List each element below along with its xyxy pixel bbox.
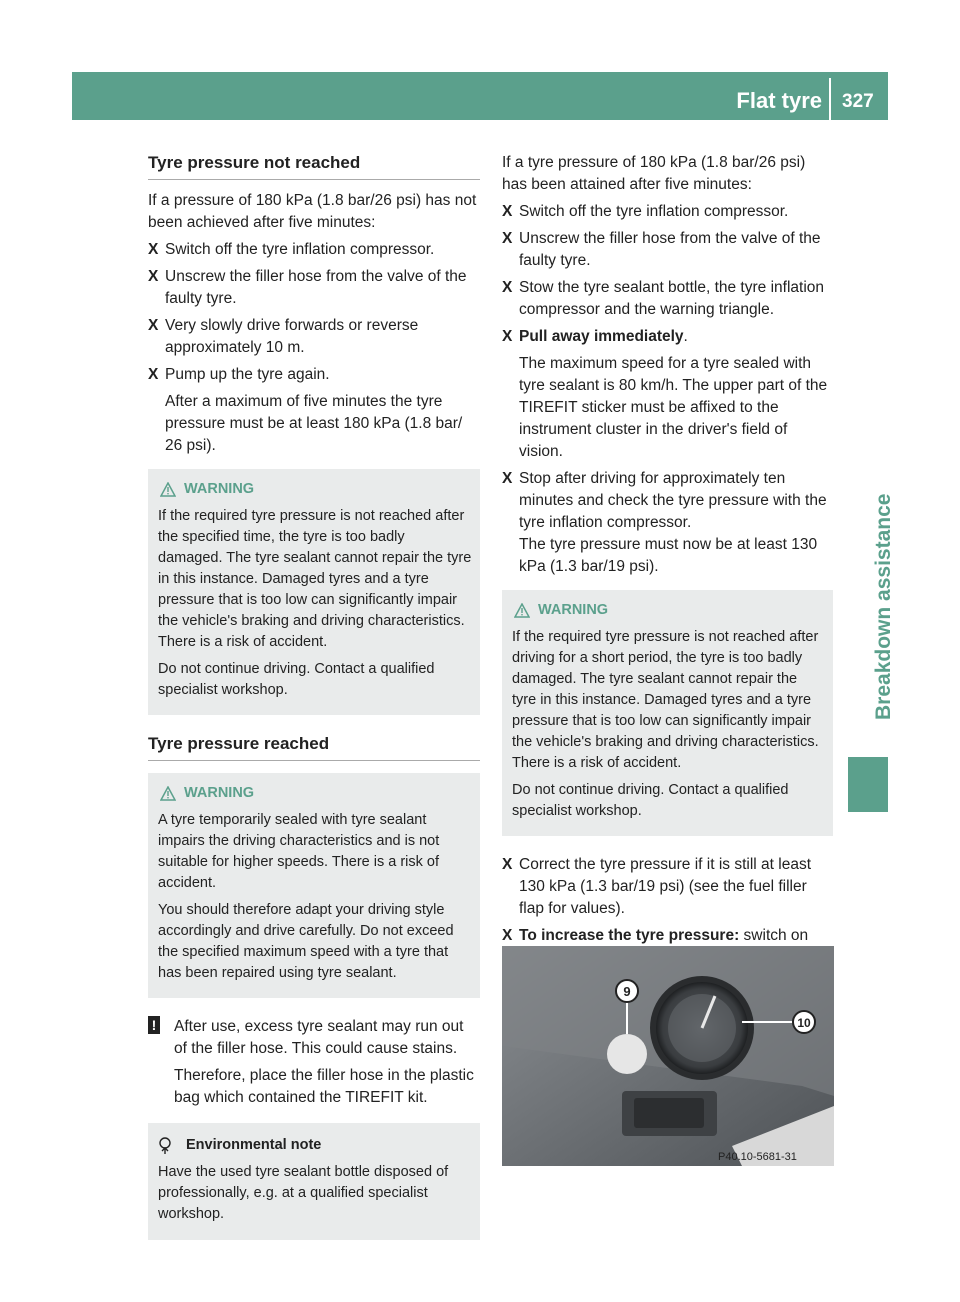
note-text: Therefore, place the filler hose in the plastic bag which contained the TIREFIT kit. (174, 1067, 474, 1106)
compressor-illustration (502, 946, 834, 1166)
warning-header: WARNING (158, 479, 472, 500)
step-marker-icon: X (148, 317, 159, 334)
side-tab (842, 440, 902, 720)
warning-text: Do not continue driving. Contact a qualified specialist workshop. (512, 782, 789, 819)
header-title: Flat tyre (736, 88, 822, 113)
step: X Unscrew the filler hose from the valve of the faulty tyre. (502, 230, 821, 269)
environmental-note (148, 1123, 480, 1240)
intro-text: If a pressure of 180 kPa (1.8 bar/26 psi) has not been achieved after five minutes: (148, 192, 477, 231)
step-marker-icon: X (502, 856, 513, 873)
step-marker-icon: X (502, 230, 513, 247)
header-separator (829, 78, 831, 120)
step-marker-icon: X (502, 470, 513, 487)
warning-text: A tyre temporarily sealed with tyre sealant impairs the driving characteristics and is not suitable for higher speeds. There is a risk of accident. (158, 812, 440, 891)
step-result: After a maximum of five minutes the tyre pressure must be at least 180 kPa (1.8 bar/ 26 psi). (165, 393, 463, 454)
caution-note (148, 1016, 480, 1109)
warning-text: You should therefore adapt your driving style accordingly and drive carefully. Do not exceed the specified maximum speed with a tyre that has been repaired using tyre sealant. (158, 902, 454, 981)
step: X Stow the tyre sealant bottle, the tyre inflation compressor and the warning triangle. (502, 279, 825, 318)
step-marker-icon: X (502, 279, 513, 296)
warning-box (502, 590, 833, 836)
step-marker-icon: X (148, 241, 159, 258)
warning-triangle-icon (160, 482, 176, 497)
step: X Switch off the tyre inflation compressor. (502, 201, 833, 223)
warning-text: Do not continue driving. Contact a qualified specialist workshop. (158, 661, 435, 698)
page-number: 327 (842, 91, 874, 112)
warning-header: WARNING (512, 600, 825, 621)
step-marker-icon: X (502, 927, 513, 944)
step: X Very slowly drive forwards or reverse approximately 10 m. (148, 317, 419, 356)
callout-label: 10 (797, 1016, 811, 1030)
step: X Correct the tyre pressure if it is still at least 130 kPa (1.3 bar/19 psi) (see the fuel filler flap for values). (502, 856, 812, 917)
side-tab-block (848, 757, 888, 812)
step-result: The tyre pressure must now be at least 130 kPa (1.3 bar/19 psi). (519, 536, 818, 575)
step-marker-icon: X (502, 328, 513, 345)
compressor-photo (502, 946, 834, 1166)
bulb-icon (158, 1137, 172, 1155)
callout-label: 9 (623, 984, 631, 999)
warning-triangle-icon (160, 786, 176, 801)
exclamation-icon: ! (148, 1016, 160, 1034)
section-heading-reached: Tyre pressure reached (148, 733, 480, 761)
step-marker-icon: X (148, 366, 159, 383)
step: X Stop after driving for approximately ten minutes and check the tyre pressure with the tyre inflation compressor. (502, 470, 827, 531)
side-tab-label: Breakdown assistance (872, 493, 895, 720)
step-marker-icon: X (502, 203, 513, 220)
warning-triangle-icon (514, 603, 530, 618)
step: X Pull away immediately. (502, 326, 833, 348)
step-marker-icon: X (148, 268, 159, 285)
step: X Pump up the tyre again. (148, 364, 480, 386)
image-code: P40.10-5681-31 (718, 1151, 797, 1163)
left-column (148, 152, 480, 1240)
step: X Unscrew the filler hose from the valve of the faulty tyre. (148, 268, 467, 307)
warning-text: If the required tyre pressure is not reached after the specified time, the tyre is too badly damaged. The tyre sealant cannot repair the tyre in this instance. Damaged tyres and a tyre pressure that is too low can significantly impair the vehicle's braking and driving characteristics. There is a risk of accident. (158, 508, 472, 650)
warning-text: If the required tyre pressure is not reached after driving for a short period, the tyre is too badly damaged. The tyre sealant cannot repair the tyre in this instance. Damaged tyres and a tyre pressure that is too low can significantly impair the vehicle's braking and driving characteristics. There is a risk of accident. (512, 629, 819, 771)
step: X To increase the tyre pressure: switch on (502, 925, 833, 969)
section-heading-not-reached: Tyre pressure not reached (148, 152, 480, 180)
note-text: After use, excess tyre sealant may run out of the filler hose. This could cause stains. (174, 1018, 464, 1057)
warning-box (148, 469, 480, 715)
step: X Switch off the tyre inflation compressor. (148, 239, 480, 261)
warning-header: WARNING (158, 783, 472, 804)
warning-box (148, 773, 480, 998)
env-text: Have the used tyre sealant bottle disposed of professionally, e.g. at a qualified specialist workshop. (158, 1164, 449, 1222)
env-header: Environmental note (158, 1135, 472, 1156)
step-result: The maximum speed for a tyre sealed with tyre sealant is 80 km/h. The upper part of the TIREFIT sticker must be affixed to the instrument cluster in the driver's field of vision. (519, 355, 828, 460)
right-column (502, 152, 833, 974)
intro-text: If a tyre pressure of 180 kPa (1.8 bar/26 psi) has been attained after five minutes: (502, 154, 806, 193)
